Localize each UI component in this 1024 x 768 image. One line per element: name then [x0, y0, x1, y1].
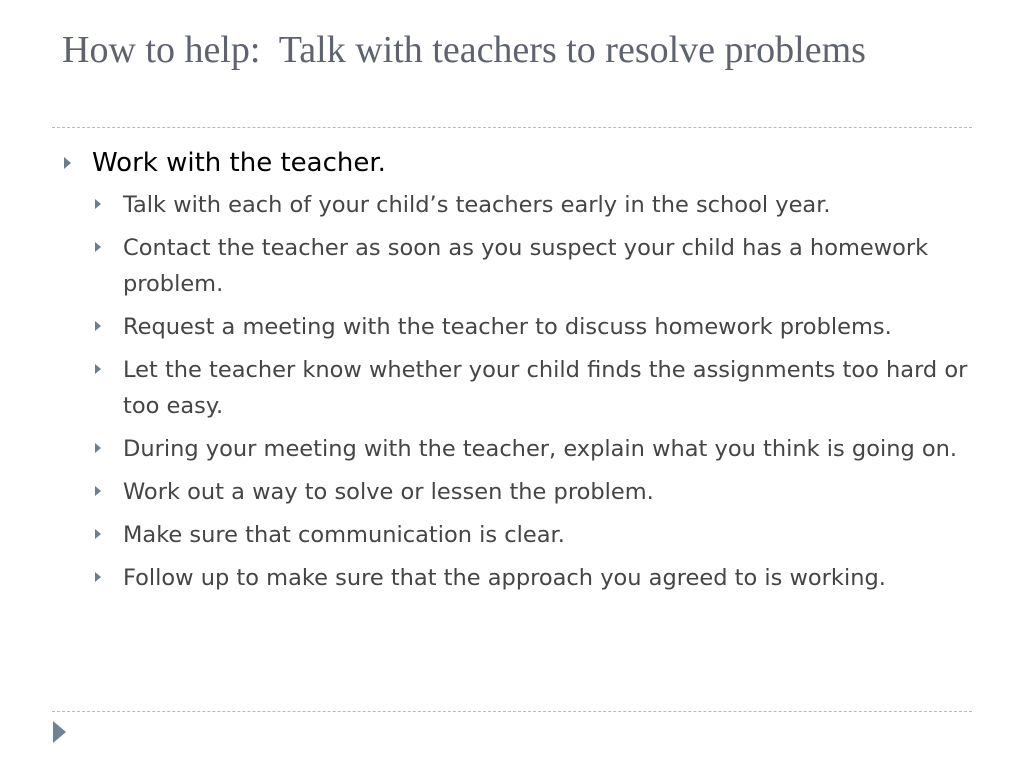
sub-bullet-text: Request a meeting with the teacher to discuss homework problems. [123, 314, 892, 340]
main-bullet-text: Work with the teacher. [92, 148, 386, 178]
sub-bullet-text: Contact the teacher as soon as you suspect your child has a homework problem. [123, 235, 929, 297]
bullet-arrow-icon [95, 529, 101, 539]
sub-bullet [60, 352, 980, 424]
sub-bullet [60, 230, 980, 302]
slide-body [60, 143, 980, 603]
sub-bullet [60, 187, 980, 223]
sub-bullet-text: Talk with each of your child’s teachers early in the school year. [123, 192, 831, 218]
sub-bullet [60, 517, 980, 553]
sub-bullet-text: Make sure that communication is clear. [123, 522, 565, 548]
bullet-arrow-icon [95, 199, 101, 209]
bullet-arrow-icon [95, 242, 101, 252]
footer-divider [52, 711, 972, 712]
bullet-arrow-icon [95, 443, 101, 453]
sub-bullet [60, 309, 980, 345]
sub-bullet-text: Let the teacher know whether your child finds the assignments too hard or too easy. [123, 357, 968, 419]
bullet-arrow-icon [95, 486, 101, 496]
title-divider [52, 127, 972, 128]
sub-bullet [60, 560, 980, 596]
bullet-arrow-icon [64, 157, 71, 169]
main-bullet [60, 143, 980, 183]
play-triangle-icon [53, 721, 66, 743]
bullet-arrow-icon [95, 321, 101, 331]
sub-bullet [60, 431, 980, 467]
sub-bullet-text: Follow up to make sure that the approach you agreed to is working. [123, 565, 886, 591]
bullet-arrow-icon [95, 572, 101, 582]
slide-title: How to help: Talk with teachers to resolve problems [62, 29, 866, 71]
bullet-arrow-icon [95, 364, 101, 374]
sub-bullet-text: During your meeting with the teacher, explain what you think is going on. [123, 436, 958, 462]
sub-bullet-text: Work out a way to solve or lessen the problem. [123, 479, 654, 505]
sub-bullet [60, 474, 980, 510]
